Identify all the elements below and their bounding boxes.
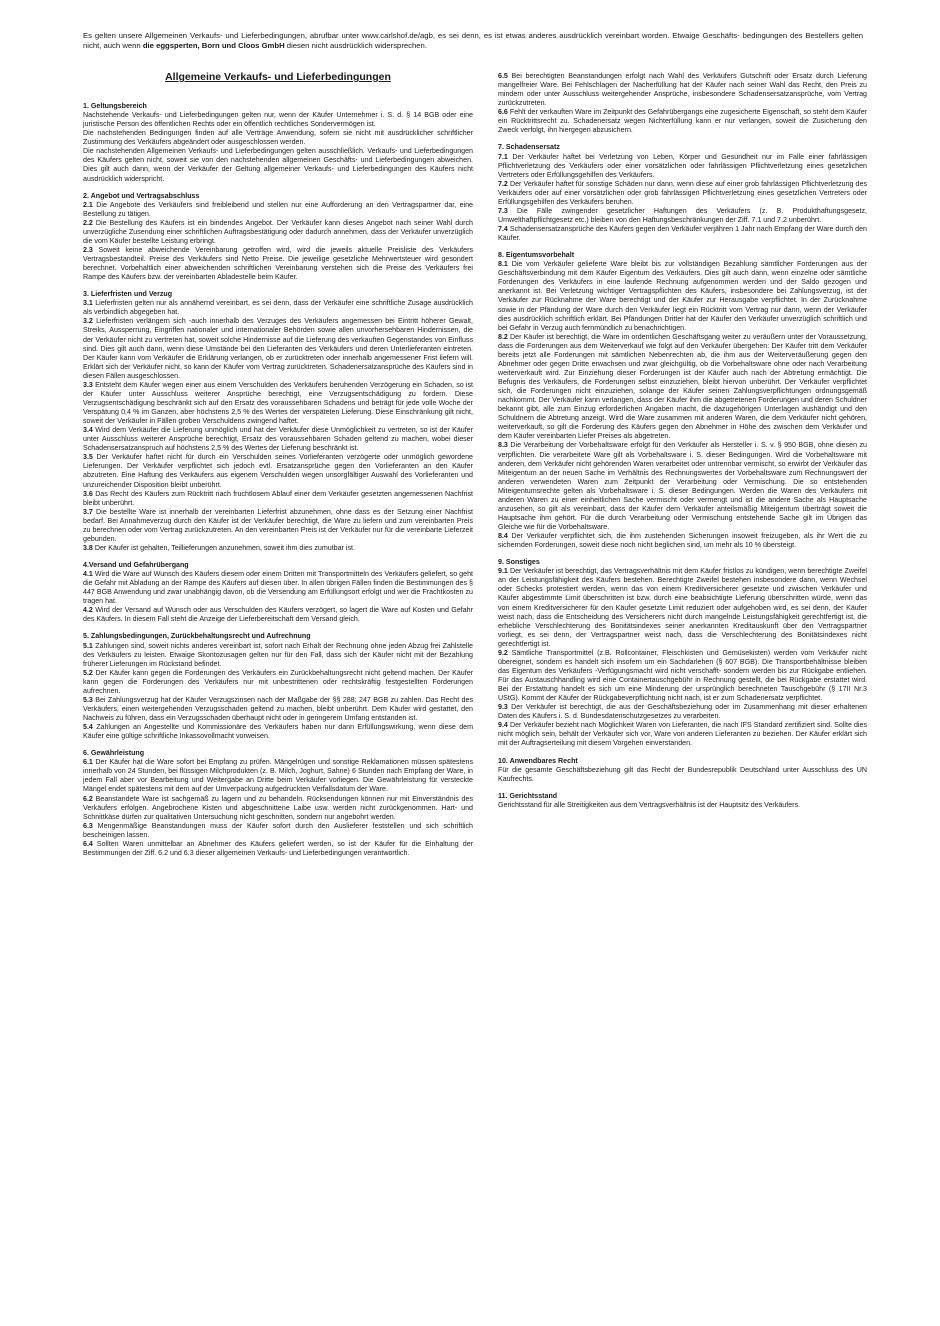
clause-number: 9.1 xyxy=(498,567,508,576)
clause-number: 4.1 xyxy=(83,570,93,579)
clause-number: 8.2 xyxy=(498,332,508,341)
clause-number: 6.1 xyxy=(83,758,93,767)
clause-text: Der Verkäufer bezieht nach Möglichkeit Waren von Lieferanten, die nach IFS Standard zertifiziert sind. Sollte dies nicht möglich sein, behält der Verkäufer sich vor, Ware von anderen Lieferanten zu beziehen. Der Käufer erklärt sich mit der Auftragserteilung mit diesem Vorgehen einverstanden. xyxy=(498,721,867,748)
clause-paragraph xyxy=(498,72,867,108)
clause-paragraph xyxy=(83,219,473,246)
clause-number: 7.2 xyxy=(498,179,508,188)
clause-paragraph xyxy=(498,260,867,333)
clause-number: 3.4 xyxy=(83,426,93,435)
clause-paragraph xyxy=(498,441,867,532)
section-heading: 4.Versand und Gefahrübergang xyxy=(83,561,189,569)
clause-paragraph xyxy=(83,317,473,380)
clause-number: 7.3 xyxy=(498,206,508,215)
left-sections xyxy=(83,102,473,858)
clause-paragraph xyxy=(83,381,473,426)
clause-text: Die Bestellung des Käufers ist ein bindendes Angebot. Der Verkäufer kann dieses Angebot nach seiner Wahl durch unverzügliche Zusendung einer schriftlichen Auftragsbestätigung oder dadurch annehmen, dass der Verkäufer unverzüglich die vom Käufer bestellte Leistung erbringt. xyxy=(83,218,473,245)
clause-number: 3.7 xyxy=(83,507,93,516)
clause-paragraph xyxy=(83,453,473,489)
clause-paragraph xyxy=(83,508,473,544)
clause-text: Sollten Waren unmittelbar an Abnehmer des Käufers geliefert werden, so ist der Käufer für die Einhaltung der Bestimmungen der Ziff. 6.2 und 6.3 dieser allgemeinen Verkaufs- und Lieferbedingungen verantwortlich. xyxy=(83,839,473,857)
clause-text: Wird die Ware auf Wunsch des Käufers diesem oder einem Dritten mit Transportmitteln des Verkäufers geliefert, so geht die Gefahr mit Abladung an der Rampe des Käufers auf diesen über. In allen übrigen Fällen finden die Bestimmungen des § 447 BGB Anwendung und zwar unabhängig davon, ob die Versendung am Erfüllungsort erfolgt und wer die Frachtkosten zu tragen hat. xyxy=(83,570,473,606)
clause-text: Wird dem Verkäufer die Lieferung unmöglich und hat der Verkäufer diese Unmöglichkeit zu vertreten, so ist der Käufer unter Ausschluss weiterer Ansprüche berechtigt, Ersatz des voraussehbaren Schaden geltend zu machen, wobei dieser Schadensersatzanspruch auf höchstens 2,5 % des Wertes der Lieferung beschränkt ist. xyxy=(83,426,473,453)
clause-paragraph xyxy=(83,795,473,822)
section xyxy=(83,192,473,283)
clause-number: 8.4 xyxy=(498,532,508,541)
clause-number: 5.3 xyxy=(83,695,93,704)
clause-number: 4.2 xyxy=(83,606,93,615)
clause-text: Entsteht dem Käufer wegen einer aus einem Verschulden des Verkäufers beruhenden Verzögerung ein Schaden, so ist der Käufer unter Ausschluss weiterer Ansprüche berechtigt, eine Verzugsentschädigung zu fordern. Diese Verzugsentschädigung beschränkt sich auf den Ersatz des voraussehbaren Schadens und beträgt für jede volle Woche der Verspätung 0,4 % im Ganzen, aber höchstens 2,5 % des Wertes der verspäteten Lieferung. Diese Einschränkung gilt nicht, soweit der Verkäufer in Fällen groben Verschuldens zwingend haftet. xyxy=(83,380,473,426)
clause-text: Wird der Versand auf Wunsch oder aus Verschulden des Käufers verzögert, so lagert die Ware auf Kosten und Gefahr des Käufers. In diesem Fall steht die Anzeige der Lieferbereitschaft dem Versand gleich. xyxy=(83,606,473,624)
clause-number: 3.6 xyxy=(83,489,93,498)
clause-text: Zahlungen an Angestellte und Kommissionäre des Verkäufers haben nur dann Erfüllungswirkung, wenn diese dem Käufer eine gültige schriftliche Inkassovollmacht vorweisen. xyxy=(83,723,473,741)
clause-paragraph xyxy=(83,426,473,453)
clause-text: Soweit keine abweichende Vereinbarung getroffen wird, wird die jeweils aktuelle Preisliste des Verkäufers Vertragsbestandteil. Preise des Verkäufers sind Netto Preise. Die jeweilige gesetzliche Mehrwertsteuer wird gesondert berechnet. Vorbehaltlich einer abweichenden schriftlichen Vereinbarung verstehen sich die Preise des Verkäufers frei Rampe des Käufers bzw. der vereinbarten Abladestelle beim Käufer. xyxy=(83,245,473,282)
section-heading: 9. Sonstiges xyxy=(498,558,540,567)
section xyxy=(498,558,867,748)
clause-paragraph xyxy=(498,766,867,784)
intro-company: die eggsperten, Born und Cloos GmbH xyxy=(142,41,285,51)
clause-paragraph xyxy=(498,333,867,442)
section-heading: 1. Geltungsbereich xyxy=(83,102,147,110)
clause-paragraph xyxy=(83,111,473,129)
clause-number: 6.6 xyxy=(498,108,508,117)
clause-text: Mengenmäßige Beanstandungen muss der Käufer sofort durch den Auslieferer feststellen und sich schriftlich bescheinigen lassen. xyxy=(83,821,473,839)
clause-number: 3.5 xyxy=(83,453,93,462)
clause-text: Der Käufer kann gegen die Forderungen des Verkäufers ein Zurückbehaltungsrecht nicht geltend machen. Der Käufer kann gegen die Forderungen des Verkäufers nur mit unbestrittenen oder rechtskräftig festgestellten Forderungen aufrechnen. xyxy=(83,668,473,695)
clause-paragraph xyxy=(83,758,473,794)
clause-paragraph xyxy=(498,153,867,180)
section xyxy=(83,290,473,553)
clause-paragraph xyxy=(83,490,473,508)
clause-text: Der Käufer ist berechtigt, die Ware im ordentlichen Geschäftsgang weiter zu veräußern unter der Voraussetzung, dass die Forderungen aus dem Weiterverkauf wie folgt auf den Verkäufer übergehen: Der Käufer tritt dem Verkäufer bereits jetzt alle Forderungen mit sämtlichen Nebenrechten ab, die ihm aus der Weiterveräußerung gegen den Abnehmer oder gegen Dritte erwachsen und zwar gleichgültig, ob die Vorbehaltsware ohne oder nach Verarbeitung weiterverkauft wird. Zur Einziehung dieser Forderungen ist der Käufer auch nach der Abtretung ermächtigt. Die Befugnis des Verkäufers, die Forderungen selbst einzuziehen, bleibt hiervon unberührt. Der Verkäufer verpflichtet sich, die Forderungen nicht einzuziehen, solange der Käufer seinen Zahlungsverpflichtungen ordnungsgemäß nachkommt. Der Verkäufer kann verlangen, dass der Käufer ihm die abgetretenen Forderungen und deren Schuldner bekannt gibt, alle zum Einzug erforderlichen Angaben macht, die dazugehörigen Unterlagen aushändigt und den Schuldnern die Abtretung anzeigt. Wird die Ware zusammen mit anderen Waren, die dem Verkäufer nicht gehören, weiterverkauft, so gilt die Forderung des Käufers gegen den Abnehmer in Höhe des zwischen dem Verkäufer und dem Käufer vereinbarten Liefer Preises als abgetreten. xyxy=(498,332,867,441)
clause-text: Der Käufer hat die Ware sofort bei Empfang zu prüfen. Mängelrügen und sonstige Reklamationen müssen spätestens innerhalb von 24 Stunden, bei flüssigen Milchprodukten (z. B. Milch, Joghurt, Sahne) 6 Stunden nach Empfang der Ware, in jedem Fall aber vor Bearbeitung und Weitergabe an Dritte beim Verkäufer vorliegen. Die Gewährleistung für versteckte Mängel endet spätestens mit dem auf der Umverpackung aufgedruckten Verfallsdatum der Ware. xyxy=(83,758,473,794)
clause-paragraph xyxy=(498,721,867,748)
clause-paragraph xyxy=(83,147,473,183)
clause-text: Gerichtsstand für alle Streitigkeiten aus dem Vertragsverhältnis ist der Hauptsitz des Verkäufers. xyxy=(498,800,801,809)
section xyxy=(83,102,473,184)
clause-paragraph xyxy=(498,532,867,550)
clause-number: 6.2 xyxy=(83,794,93,803)
section xyxy=(83,561,473,624)
clause-number: 6.3 xyxy=(83,821,93,830)
clause-text: Der Verkäufer haftet nicht für durch ein Verschulden seines Vorlieferanten verzögerte oder unmöglich gewordene Lieferungen. Der Verkäufer verpflichtet sich jedoch evtl. Ersatzansprüche gegen den Vorlieferanten an den Käufer abzutreten. Eine Haftung des Verkäufers aus eigenem Verschulden wegen unsorgfältiger Auswahl des Vorlieferanten und unzureichender Disposition bleibt unberührt. xyxy=(83,453,473,489)
clause-text: Bei Zahlungsverzug hat der Käufer Verzugszinsen nach der Maßgabe der §§ 288; 247 BGB zu zahlen. Das Recht des Verkäufers, einen weitergehenden Verzugsschaden geltend zu machen, bleibt unberührt. Dem Käufer wird gestattet, den Nachweis zu führen, dass ein Verzugsschaden überhaupt nicht oder in geringerem Umfang entstanden ist. xyxy=(83,695,473,722)
section xyxy=(83,749,473,858)
clause-text: Der Verkäufer haftet bei Verletzung von Leben, Körper und Gesundheit nur im Falle einer fahrlässigen Pflichtverletzung des Verkäufers oder einer vorsätzlichen oder fahrlässigen Pflichtverletzung eines gesetzlichen Vertreters oder Erfüllungsgehilfen des Verkäufers. xyxy=(498,152,867,179)
clause-text: Lieferfristen verlängern sich -auch innerhalb des Verzuges des Verkäufers angemessen bei Eintritt höherer Gewalt, Streiks, Aussperrung, Eingriffen nationaler und internationaler Behörden sowie allen unvorhersehbaren Hindernissen, die der Verkäufer nicht zu vertreten hat, soweit solche Hindernisse auf die Lieferung des verkauften Gegenstandes von Einfluss sind. Dies gilt auch dann, wenn diese Umstände bei den Lieferanten des Verkäufers und deren Unterlieferanten eintreten. Der Käufer kann vom Verkäufer die Erklärung verlangen, ob er zurücktreten oder innerhalb angemessener Frist liefern will. Erklärt sich der Verkäufer nicht, so kann der Käufer vom Vertrag zurücktreten. Schadenersatzansprüche des Käufers sind in diesen Fällen ausgeschlossen. xyxy=(83,317,473,380)
section xyxy=(498,251,867,550)
right-column xyxy=(498,72,867,818)
section-heading: 2. Angebot und Vertragsabschluss xyxy=(83,191,200,200)
section xyxy=(498,757,867,784)
intro-text-a: Es gelten unsere Allgemeinen Verkaufs- und Lieferbedingungen, abrufbar unter www.carlshof.de/agb, es sei denn, es ist etwas anderes ausdrücklich vereinbart worden. Etwaige Geschäfts- bedingungen des Bestellers gelten nicht, auch wenn xyxy=(83,31,863,51)
clause-paragraph xyxy=(498,225,867,243)
clause-number: 5.2 xyxy=(83,668,93,677)
section xyxy=(83,632,473,741)
clause-number: 3.8 xyxy=(83,543,93,552)
clause-paragraph xyxy=(498,180,867,207)
clause-paragraph xyxy=(83,201,473,219)
clause-text: Nachstehende Verkaufs- und Lieferbedingungen gelten nur, wenn der Käufer Unternehmer i. S. d. § 14 BGB oder eine juristische Person des öffentlichen Rechts oder ein öffentlich rechtliches Sondervermögen ist. xyxy=(83,111,473,129)
clause-text: Die nachstehenden Allgemeinen Verkaufs- und Lieferbedingungen gelten ausschließlich. Verkaufs- und Lieferbedingungen des Käufers gelten nicht, soweit sie von den nachstehenden allgemeinen Geschäfts- und Lieferbedingungen abweichen. Dies gilt auch dann, wenn der Verkäufer der Geltung allgemeiner Verkaufs- und Lieferbedingungen des Käufers nicht ausdrücklich widerspricht. xyxy=(83,147,473,183)
clause-paragraph xyxy=(83,840,473,858)
clause-number: 9.3 xyxy=(498,703,508,712)
clause-paragraph xyxy=(498,207,867,225)
clause-text: Die Angebote des Verkäufers sind freibleibend und stellen nur eine Aufforderung an den Vertragspartner dar, eine Bestellung zu tätigen. xyxy=(83,200,473,218)
clause-paragraph xyxy=(83,606,473,624)
clause-text: Die vom Verkäufer gelieferte Ware bleibt bis zur vollständigen Bezahlung sämtlicher Forderungen aus der Geschäftsverbindung mit dem Käufer Eigentum des Verkäufers. Dies gilt auch dann, wenn einzelne oder sämtliche Forderungen des Verkäufers in eine laufende Rechnung aufgenommen werden und der Saldo gezogen und anerkannt ist. Bei Verletzung wichtiger Vertragspflichten des Käufers, insbesondere bei Zahlungsverzug, ist der Verkäufer zur Rücknahme der Ware berechtigt und der Käufer zur Herausgabe verpflichtet. In der Zurücknahme sowie in der Pfändung der Ware durch den Verkäufer liegt ein Rücktritt vom Vertrag nur dann, wenn der Verkäufer dies ausdrücklich schriftlich erklärt. Bei Pfändungen Dritter hat der Käufer den Verkäufer unverzüglich schriftlich und bei Gefahr in Verzug auch fernmündlich zu benachrichtigen. xyxy=(498,260,867,332)
clause-text: Der Verkäufer ist berechtigt, die aus der Geschäftsbeziehung oder im Zusammenhang mit dieser erhaltenen Daten des Käufers i. S. d. Bundesdatenschutzgesetzes zu verarbeiten. xyxy=(498,703,867,721)
intro-notice xyxy=(83,31,863,52)
clause-number: 7.1 xyxy=(498,152,508,161)
clause-number: 9.4 xyxy=(498,721,508,730)
clause-text: Schadensersatzansprüche des Käufers gegen den Verkäufer verjähren 1 Jahr nach Empfang der Ware durch den Käufer. xyxy=(498,225,867,243)
clause-paragraph xyxy=(498,801,867,810)
section-heading: 8. Eigentumsvorbehalt xyxy=(498,251,575,260)
left-column xyxy=(83,71,473,866)
clause-text: Die nachstehenden Bedingungen finden auf alle Verträge Anwendung, sofern sie nicht mit ausdrücklicher schriftlicher Zustimmung des Verkäufers abgeändert oder ausgeschlossen werden. xyxy=(83,129,473,147)
clause-number: 6.4 xyxy=(83,839,93,848)
clause-number: 2.3 xyxy=(83,245,93,254)
clause-number: 3.3 xyxy=(83,380,93,389)
clause-number: 3.2 xyxy=(83,317,93,326)
clause-number: 2.1 xyxy=(83,200,93,209)
clause-text: Das Recht des Käufers zum Rücktritt nach fruchtlosem Ablauf einer dem Verkäufer gesetzten angemessenen Nachfrist bleibt unberührt. xyxy=(83,489,473,507)
clause-paragraph xyxy=(83,544,473,553)
clause-number: 2.2 xyxy=(83,218,93,227)
clause-number: 9.2 xyxy=(498,648,508,657)
clause-text: Die Fälle zwingender gesetzlicher Haftungen des Verkäufers (z. B. Produkthaftungsgesetz, Umwelthaftpflichtgesetz etc.) bleiben von den Haftungsbeschränkungen der Ziff. 7.1 und 7.2 unberührt. xyxy=(498,206,867,224)
clause-paragraph xyxy=(83,642,473,669)
clause-paragraph xyxy=(83,246,473,282)
clause-text: Die Verarbeitung der Vorbehaltsware erfolgt für den Verkäufer als Hersteller i. S. v. § 950 BGB, ohne diesen zu verpflichten. Die verarbeitete Ware gilt als Vorbehaltsware i. S. dieser Bedingungen. Wird die Vorbehaltsware mit anderen, dem Verkäufer nicht gehörenden Waren verarbeitet oder untrennbar vermischt, so erwirbt der Verkäufer das Miteigentum an der neuen Sache im Verhältnis des Rechnungswertes der Vorbehaltsware zum Rechnungswert der anderen verwendeten Waren zum Zeitpunkt der Verarbeitung oder Vermischung. Die so entstehenden Miteigentumsrechte gelten als Vorbehaltsware i. S. dieser Bedingungen. Werden die Waren des Verkäufers mit anderen Waren zu einer einheitlichen Sache vermischt oder vermengt und ist die andere Sache als Hauptsache anzusehen, so gilt als vereinbart, dass der Käufer dem Verkäufer anteilsmäßig Miteigentum überträgt soweit die Hauptsache ihm gehört. Für die durch Verarbeitung oder Vermischung entstehende Sache gilt im Übrigen das Gleiche wie für die Vorbehaltsware. xyxy=(498,441,867,531)
section xyxy=(498,792,867,810)
clause-text: Beanstandete Ware ist sachgemäß zu lagern und zu behandeln. Rücksendungen können nur mit Einverständnis des Verkäufers erfolgen. Angebrochene Kisten und abgeschnittene Laibe usw. werden nicht zurückgenommen. Hart- und Schnittkäse dürfen zur qualitativen Untersuchung nicht geschnitten, sondern nur angebohrt werden. xyxy=(83,794,473,821)
section xyxy=(498,72,867,135)
clause-paragraph xyxy=(498,108,867,135)
section-heading: 5. Zahlungsbedingungen, Zurückbehaltungsrecht und Aufrechnung xyxy=(83,632,311,641)
clause-paragraph xyxy=(83,570,473,606)
clause-paragraph xyxy=(498,649,867,703)
clause-text: Der Verkäufer ist berechtigt, das Vertragsverhältnis mit dem Käufer fristlos zu kündigen, wenn berechtigte Zweifel an der Leistungsfähigkeit des Käufers bestehen. Berechtigte Zweifel bestehen insbesondere dann, wenn Wechsel oder Schecks protestiert werden, wenn das von einem Kreditversicherer gesetzte und zwischen Verkäufer und Käufer abgestimmte Limit überschritten ist bzw. durch eine beabsichtigte Lieferung überschritten würde, wenn das von einem Kreditversicherer für den Käufer gesetzte Limit reduziert oder aufgehoben wird, es sei denn, der Käufer weist nach, dass die Entscheidung des Versicherers nicht durch mangelnde Leistungsfähigkeit gerechtfertigt ist, die erhebliche Verschlechterung des Bonitätsindexes seiner anerkannten Kreditauskunft über den Vertragspartner vorliegt, es sei denn, der Vertragspartner weist nach, dass die Verschlechterung des Bonitätsindexes nicht gerechtfertigt ist. xyxy=(498,567,867,648)
clause-paragraph xyxy=(498,703,867,721)
clause-text: Der Verkäufer verpflichtet sich, die ihm zustehenden Sicherungen insoweit freizugeben, als ihr Wert die zu sichernden Forderungen, soweit diese noch nicht beglichen sind, um mehr als 10 % übersteigt. xyxy=(498,532,867,550)
section-heading: 7. Schadensersatz xyxy=(498,143,560,152)
section-heading: 11. Gerichtsstand xyxy=(498,791,558,800)
section xyxy=(498,143,867,243)
clause-number: 5.1 xyxy=(83,641,93,650)
clause-paragraph xyxy=(83,696,473,723)
clause-number: 6.5 xyxy=(498,72,508,80)
clause-number: 7.4 xyxy=(498,225,508,233)
clause-number: 5.4 xyxy=(83,723,93,732)
clause-text: Der Käufer ist gehalten, Teillieferungen anzunehmen, soweit ihm dies zumutbar ist. xyxy=(92,543,355,552)
clause-number: 8.1 xyxy=(498,260,508,269)
clause-text: Die bestellte Ware ist innerhalb der vereinbarten Lieferfrist abzunehmen, ohne dass es der Setzung einer Nachfrist bedarf. Bei Annahmeverzug durch den Käufer ist der Verkäufer berechtigt, die Ware zu liefern und zum vereinbarten Preis zu berechnen oder vom Vertrag zurückzutreten. An den vereinbarten Preis ist der Verkäufer nur für die vereinbarte Lieferzeit gebunden. xyxy=(83,507,473,543)
clause-paragraph xyxy=(83,299,473,317)
document-title: Allgemeine Verkaufs- und Lieferbedingungen xyxy=(165,71,391,83)
clause-paragraph xyxy=(498,567,867,649)
right-sections xyxy=(498,72,867,810)
section-heading: 10. Anwendbares Recht xyxy=(498,756,578,765)
clause-paragraph xyxy=(83,129,473,147)
clause-number: 8.3 xyxy=(498,441,508,450)
clause-text: Zahlungen sind, soweit nichts anderes vereinbart ist, sofort nach Erhalt der Rechnung ohne jeden Abzug frei Zahlstelle des Verkäufers zu leisten. Etwaige Skontozusagen gelten nur für den Fall, dass sich der Käufer nicht mit der Bezahlung früherer Lieferungen im Rückstand befindet. xyxy=(83,641,473,668)
clause-number: 3.1 xyxy=(83,299,93,308)
clause-text: Bei berechtigten Beanstandungen erfolgt nach Wahl des Verkäufers Gutschrift oder Ersatz durch Lieferung mangelfreier Ware. Bei Fehlschlagen der Nacherfüllung hat der Käufer nach seiner Wahl das Recht, den Preis zu mindern oder unter Ausschluss weitergehender Ansprüche, insbesondere Schadensersatzansprüche, vom Vertrag zurückzutreten. xyxy=(498,72,867,108)
clause-paragraph xyxy=(83,669,473,696)
section-heading: 6. Gewährleistung xyxy=(83,749,145,758)
clause-paragraph xyxy=(83,723,473,741)
clause-text: Fehlt der verkauften Ware im Zeitpunkt des Gefahrübergangs eine zugesicherte Eigenschaft, so steht dem Käufer ein Rücktrittsrecht zu. Schadenersatz wegen Nichterfüllung kann er nur verlangen, soweit die Zusicherung den Zweck verfolgt, ihn hiergegen abzusichern. xyxy=(498,108,867,135)
clause-text: Sämtliche Transportmittel (z.B. Rollcontainer, Fleischkisten und Gemüsekisten) werden vom Verkäufer nicht übereignet, sondern es handelt sich insofern um ein Sachdarlehen (§ 607 BGB). Die Transportbehältnisse bleiben das Eigentum des Verkäufers -Verfügungsmacht wird nicht verschafft- sondern werden bis zur Rückgabe entliehen. Für das Austauschhandling wird eine Containertauschgebühr in Rechnung gestellt, die bei Rückgabe erstattet wird. Bei der Erstattung handelt es sich um eine Minderung der ursprünglich berechneten Tauschgebühr (§ 17II Nr.3 UStG). Kommt der Käufer der Rückgabeverpflichtung nicht nach, ist er zum Schadenersatz verpflichtet. xyxy=(498,648,867,703)
clause-paragraph xyxy=(83,822,473,840)
clause-text: Der Verkäufer haftet für sonstige Schäden nur dann, wenn diese auf einer grob fahrlässigen Pflichtverletzung des Verkäufers oder auf einer vorsätzlichen oder grob fahrlässigen Pflichtverletzung eines gesetzlichen Vertreters oder Erfüllungsgehilfen des Verkäufers beruhen. xyxy=(498,179,867,206)
clause-text: Lieferfristen gelten nur als annähernd vereinbart, es sei denn, dass der Verkäufer eine schriftliche Zusage ausdrücklich als verbindlich abgegeben hat. xyxy=(83,299,473,317)
section-heading: 3. Lieferfristen und Verzug xyxy=(83,290,173,299)
clause-text: Für die gesamte Geschäftsbeziehung gilt das Recht der Bundesrepublik Deutschland unter Ausschluss des UN Kaufrechts. xyxy=(498,765,867,783)
intro-text-b: diesen nicht ausdrücklich widersprechen. xyxy=(286,41,427,51)
